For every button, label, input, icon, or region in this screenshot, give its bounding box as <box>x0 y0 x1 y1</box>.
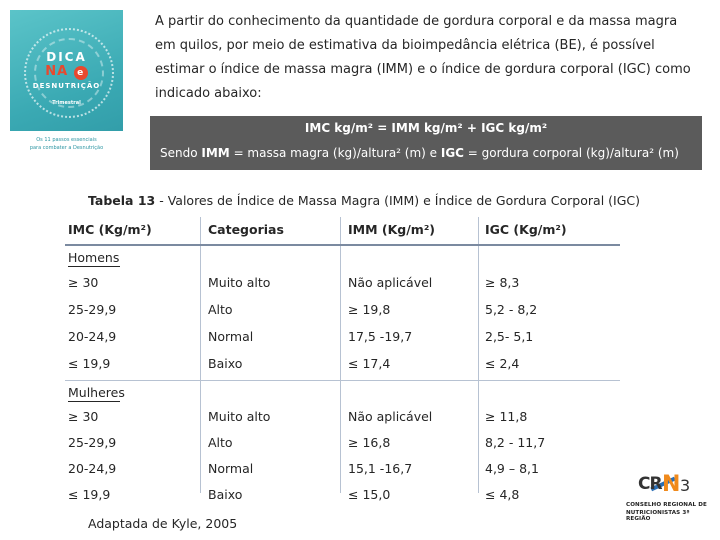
cell-imc: ≥ 30 <box>68 275 99 290</box>
table-caption-number: Tabela 13 <box>88 193 156 208</box>
cover-footer <box>10 131 123 167</box>
book-cover-image <box>10 10 123 167</box>
cell-imm: ≤ 17,4 <box>348 356 391 371</box>
cell-imc: ≤ 19,9 <box>68 356 111 371</box>
source-note: Adaptada de Kyle, 2005 <box>88 516 238 531</box>
intro-paragraph: A partir do conhecimento da quantidade de gordura corporal e da massa magra em quilos, por meio de estimativa da bioimpedância elétrica (BE), é possível estimar o índice de massa magra (IMM) e o índice de gordura corporal (IGC) como indicado abaixo: <box>155 14 691 101</box>
formula-box <box>150 116 702 170</box>
cell-igc: 5,2 - 8,2 <box>485 302 538 317</box>
section-title-homens: Homens <box>68 250 120 265</box>
cell-igc: ≥ 8,3 <box>485 275 520 290</box>
cell-categoria: Normal <box>208 461 254 476</box>
logo-text-line1: CONSELHO REGIONAL DE <box>626 502 707 508</box>
logo-number: 3 <box>680 476 691 495</box>
cell-imc: ≥ 30 <box>68 409 99 424</box>
table-caption-text: - Valores de Índice de Massa Magra (IMM) e Índice de Gordura Corporal (IGC) <box>155 193 640 208</box>
crn3-logo <box>626 474 716 534</box>
cover-footer-line2: para combater a Desnutrição <box>29 145 104 151</box>
cell-imc: 20-24,9 <box>68 329 117 344</box>
table-row <box>65 487 620 513</box>
cell-imm: ≥ 16,8 <box>348 435 391 450</box>
cell-igc: ≤ 4,8 <box>485 487 520 502</box>
cell-igc: ≤ 2,4 <box>485 356 520 371</box>
cover-footer-line1: Os 11 passos essenciais <box>36 137 97 143</box>
table-caption <box>88 193 640 208</box>
cell-categoria: Alto <box>208 302 233 317</box>
cell-igc: 4,9 – 8,1 <box>485 461 539 476</box>
logo-n: N <box>662 472 681 497</box>
logo-text-line2: NUTRICIONISTAS 3ª REGIÃO <box>626 510 690 522</box>
cell-categoria: Muito alto <box>208 275 271 290</box>
formula-line2-suffix: = gordura corporal (kg)/altura² (m) <box>463 146 679 160</box>
cell-imm: ≥ 19,8 <box>348 302 391 317</box>
header-igc: IGC (Kg/m²) <box>485 222 567 237</box>
cell-categoria: Normal <box>208 329 254 344</box>
header-categorias: Categorias <box>208 222 284 237</box>
section-title-mulheres: Mulheres <box>68 385 125 400</box>
table-row <box>65 275 620 301</box>
formula-line2-mid: = massa magra (kg)/altura² (m) e <box>229 146 441 160</box>
formula-line2-igc: IGC <box>440 146 464 160</box>
cell-imm: Não aplicável <box>348 275 433 290</box>
cell-imm: Não aplicável <box>348 409 433 424</box>
cell-igc: 8,2 - 11,7 <box>485 435 546 450</box>
header-imc: IMC (Kg/m²) <box>68 222 152 237</box>
cell-imm: 15,1 -16,7 <box>348 461 413 476</box>
cell-imc: 20-24,9 <box>68 461 117 476</box>
cover-title-e: e <box>74 66 88 80</box>
cell-categoria: Muito alto <box>208 409 271 424</box>
table-header-row <box>65 217 620 246</box>
formula-line2-prefix: Sendo <box>160 146 202 160</box>
table-row <box>65 409 620 435</box>
cell-categoria: Baixo <box>208 487 243 502</box>
section-divider <box>65 380 620 381</box>
cell-igc: 2,5- 5,1 <box>485 329 534 344</box>
table-row <box>65 435 620 461</box>
table-row <box>65 461 620 487</box>
cell-imm: 17,5 -19,7 <box>348 329 413 344</box>
cover-subtitle: Trimestral <box>52 100 81 106</box>
cover-title-line1: DICA <box>46 50 87 64</box>
cell-imm: ≤ 15,0 <box>348 487 391 502</box>
cell-imc: 25-29,9 <box>68 302 117 317</box>
values-table <box>65 217 620 502</box>
table-row <box>65 302 620 328</box>
cell-imc: ≤ 19,9 <box>68 487 111 502</box>
logo-cr: CR <box>638 474 662 494</box>
cell-categoria: Baixo <box>208 356 243 371</box>
header-imm: IMM (Kg/m²) <box>348 222 436 237</box>
formula-line1: IMC kg/m² = IMM kg/m² + IGC kg/m² <box>304 121 548 135</box>
table-row <box>65 329 620 355</box>
table-row <box>65 356 620 382</box>
formula-line2 <box>160 146 679 160</box>
cover-title-na: NA <box>45 64 69 79</box>
cover-title-line3: DESNUTRIÇÃO <box>32 82 101 90</box>
cover-title-line2 <box>10 64 123 80</box>
cell-igc: ≥ 11,8 <box>485 409 528 424</box>
formula-line2-imm: IMM <box>201 146 230 160</box>
cell-imc: 25-29,9 <box>68 435 117 450</box>
cell-categoria: Alto <box>208 435 233 450</box>
